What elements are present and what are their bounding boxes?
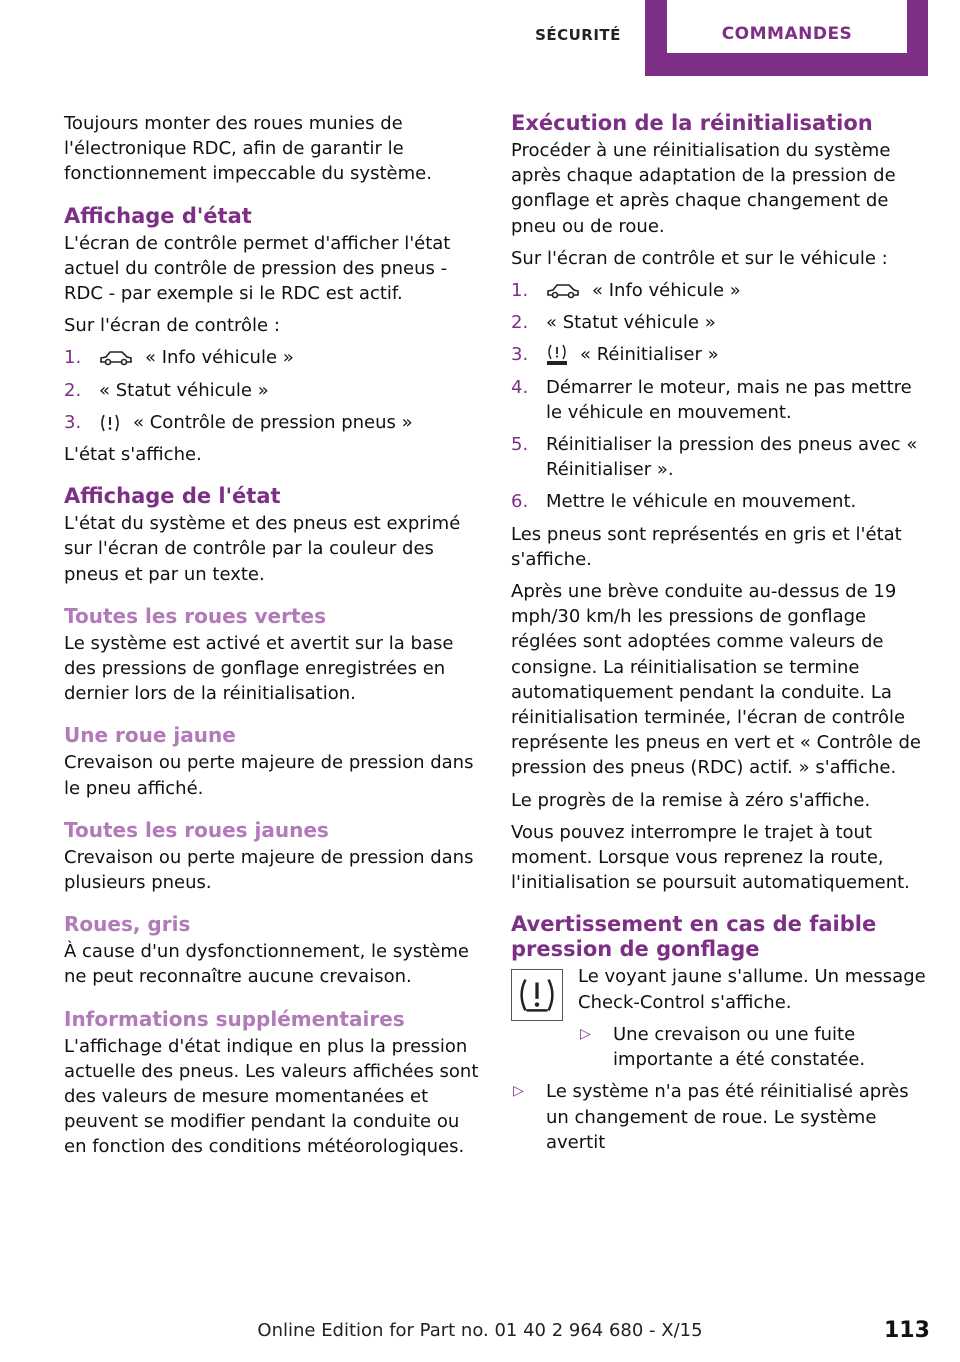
list-item: 2. « Statut véhicule » — [511, 312, 716, 334]
paragraph-informations: L'affichage d'état indique en plus la pression actuelle des pneus. Les valeurs affichées sont des valeurs de mesure momentanées et peuvent se modifier pendant la conduite ou en fonction des conditions météorologiques. — [64, 1035, 479, 1158]
heading-affichage-de-etat: Affichage de l'état — [64, 484, 281, 509]
car-icon — [546, 282, 580, 300]
paragraph-roues-vertes: Le système est activé et avertit sur la base des pressions de gonflage enregistrées en dernier lors de la réinitialisation. — [64, 632, 454, 705]
warning-bullets-outer — [511, 1079, 931, 1155]
list-item: 1. « Info véhicule » — [64, 347, 294, 369]
heading-affichage-etat: Affichage d'état — [64, 203, 252, 228]
paragraph-affichage-de-etat: L'état du système et des pneus est exprimé sur l'écran de contrôle par la couleur des pneus et par un texte. — [64, 513, 461, 585]
footer-edition: Online Edition for Part no. 01 40 2 964 680 - X/15 — [257, 1320, 703, 1341]
list-item: 3. « Réinitialiser » — [511, 344, 719, 366]
paragraph-sur-ecran-vehicule: Sur l'écran de contrôle et sur le véhicule : — [511, 247, 888, 269]
subheading-roues-vertes: Toutes les roues vertes — [64, 603, 327, 628]
paragraph-roues-gris: À cause d'un dysfonctionnement, le système ne peut reconnaître aucune crevaison. — [64, 941, 469, 988]
steps-list-left — [64, 345, 482, 435]
subheading-roues-gris: Roues, gris — [64, 912, 191, 937]
triangle-bullet-icon: ▷ — [513, 1083, 524, 1100]
header-tab-commandes — [645, 0, 928, 76]
paragraph-pneus-gris: Les pneus sont représentés en gris et l'état s'affiche. — [511, 523, 902, 570]
intro-paragraph: Toujours monter des roues munies de l'électronique RDC, afin de garantir le fonctionnement impeccable du système. — [64, 113, 432, 185]
paragraph-roue-jaune: Crevaison ou perte majeure de pression dans le pneu affiché. — [64, 752, 474, 799]
left-column — [64, 111, 482, 1167]
list-item: 3. « Contrôle de pression pneus » — [64, 411, 413, 433]
paragraph-voyant: Le voyant jaune s'allume. Un message Check-Control s'affiche. — [578, 966, 926, 1013]
tire-pressure-warning-icon — [511, 969, 563, 1021]
paragraph-interrompre: Vous pouvez interrompre le trajet à tout moment. Lorsque vous reprenez la route, l'initialisation se poursuit automatiquement. — [511, 821, 910, 894]
page-number: 113 — [884, 1318, 930, 1343]
right-column — [511, 111, 931, 1162]
car-icon — [99, 349, 133, 367]
paragraph-roues-jaunes: Crevaison ou perte majeure de pression dans plusieurs pneus. — [64, 846, 474, 894]
paragraph-apres-conduite: Après une brève conduite au-dessus de 19 mph/30 km/h les pressions de gonflage réglées sont adoptées comme valeurs de consigne. La réinitialisation se termine automatiquement pendant la conduite. La réinitialisation terminée, l'écran de contrôle représente les pneus en vert et « Contrôle de pression des pneus (RDC) actif. » s'affiche. — [511, 581, 921, 779]
heading-execution: Exécution de la réinitialisation — [511, 111, 873, 135]
list-item: 6. Mettre le véhicule en mouvement. — [511, 491, 857, 513]
tire-pressure-icon — [99, 413, 121, 433]
heading-avertissement: Avertissement en cas de faible pression de gonflage — [511, 912, 877, 962]
paragraph-progres: Le progrès de la remise à zéro s'affiche. — [511, 789, 871, 811]
header-tab-securite — [511, 0, 645, 76]
header-section-left: SÉCURITÉ — [535, 26, 621, 44]
subheading-informations: Informations supplémentaires — [64, 1006, 405, 1031]
paragraph-sur-ecran: Sur l'écran de contrôle : — [64, 315, 280, 337]
list-item: ▷ Le système n'a pas été réinitialisé après un changement de roue. Le système avertit — [513, 1081, 909, 1153]
list-item: 2. « Statut véhicule » — [64, 379, 269, 401]
list-item: ▷ Une crevaison ou une fuite importante a été constatée. — [580, 1023, 866, 1071]
subheading-roue-jaune: Une roue jaune — [64, 723, 236, 748]
warning-bullets-inner — [578, 1022, 931, 1072]
triangle-bullet-icon: ▷ — [580, 1025, 591, 1042]
header-section-right: COMMANDES — [721, 24, 853, 44]
paragraph-affichage-etat: L'écran de contrôle permet d'afficher l'état actuel du contrôle de pression des pneus - RDC - par exemple si le RDC est actif. — [64, 232, 451, 305]
list-item: 5. Réinitialiser la pression des pneus avec « Réinitialiser ». — [511, 434, 918, 481]
warning-block — [511, 964, 931, 1072]
subheading-roues-jaunes: Toutes les roues jaunes — [64, 817, 329, 842]
list-item: 4. Démarrer le moteur, mais ne pas mettre le véhicule en mouvement. — [511, 376, 912, 423]
tire-reset-icon — [546, 344, 568, 366]
paragraph-etat-affiche: L'état s'affiche. — [64, 444, 202, 466]
paragraph-execution: Procéder à une réinitialisation du système après chaque adaptation de la pression de gonflage et après chaque changement de pneu ou de roue. — [511, 140, 896, 237]
list-item: 1. « Info véhicule » — [511, 280, 741, 302]
steps-list-right — [511, 278, 931, 515]
